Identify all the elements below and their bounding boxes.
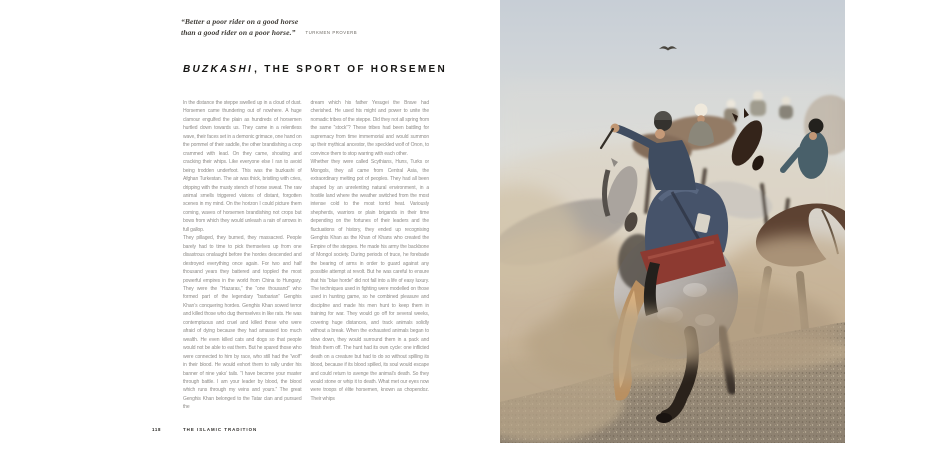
text-column-1	[183, 99, 302, 426]
text-column-2	[311, 99, 430, 426]
text-column-2-paragraph-2: Whether they were called Scythians, Huns, Turks or Mongols, they all came from Central Asia, the extraordinary melting pot of peoples. They had all been shaped by an unrelenting natural environment, in a hostile land where the weather switched from the most intense cold to the most torrid heat. Variously shepherds, warriors or plain brigands in their time depending on the fortunes of their leaders and the fluctuations of history, they ended up recognising Genghis Khan as the Khan of Khans who created the Empire of the steppes. He made his army the backbone of Mongol society. During periods of truce, he forebade the bearing of arms in order to guard against any possible attempt at revolt. But he was careful to ensure that his “blue horde” did not fall into a life of easy luxury. The techniques used in fighting were modelled on those used in hunting game, so he combined pleasure and discipline and made his men hunt to keep them in training for war. They would go off for several weeks, covering huge distances, and track animals solidly without a break. When the exhausted animals began to slow down, they would surround them in a pack and finish them off. The hunt had its own cycle: one inflicted death on a creature but had to do so without spilling its blood, because if its blood spilled, its soul would escape and could return to avenge the animal’s death. So they would stone or whip it to death. What met our eyes now were troops of élite horsemen, known as chopendoz. Their whips	[310, 159, 429, 402]
chapter-title-rest: , THE SPORT OF HORSEMEN	[254, 64, 447, 75]
footer-page-number: 118	[152, 427, 162, 432]
buzkashi-photo	[500, 0, 845, 443]
epigraph	[181, 16, 357, 38]
buzkashi-photo-art	[500, 0, 845, 443]
body-text	[183, 99, 429, 426]
text-column-2-paragraph-1: dream which his father Yesugei the Brave had cherished. He used his might and power to unite the nomadic tribes of the steppe. Did they not all spring from the same “stock”? These tribes had been battling for supremacy from time immemorial and would summon up their mythical ancestor, the speckled wolf of Onon, to convince them to stop warring with each other.	[310, 100, 429, 157]
text-column-1-paragraph-1: In the distance the steppe swelled up in a cloud of dust. Horsemen came thundering out of nowhere. A huge clamour engulfed the plain as hundreds of horsemen hurtled down towards us. They came in a relentless wave, their faces set in a demonic grimace, one hand on the pommel of their saddle, the other brandishing a crop crammed with lead. On they came, shouting and cracking their whips. Like everyone else I ran to avoid being trodden underfoot. This was the buzkashi of Afghan Turkestan. The air was thick, bristling with cries, dripping with the musty stench of horse sweat. The raw animal smells triggered visions of distant, forgotten scenes in my mind. On the horizon I could picture them coming, waves of horsemen brandishing not crops but bows from which they would unleash a rain of arrows in full gallop.	[183, 100, 302, 233]
epigraph-line-1: “Better a poor rider on a good horse	[181, 17, 299, 26]
text-column-1-paragraph-2: They pillaged, they burned, they massacred. People barely had to time to pick themselves up from one disastrous onslaught before the hordes descended and destroyed everything once again. For two and half thousand years they battered and toppled the most powerful empires in the world from China to Hungary. They were the “Hazaras,” the “one thousand” who formed part of the legendary “barbarian” Genghis Khan’s conquering hordes. Genghis Khan sowed terror and killed those who dug themselves in like rats. He was contemptuous and cruel and killed those who were afraid of dying because they had amassed too much wealth. He even killed cats and dogs so that people would not be able to eat them. But he spared those who were connected to him by race, who still had the “wolf” in their blood. He would exhort them to rally under his banner of nine yaks’ tails. “I have become your master through battle. I am your leader by blood, the blood which runs through my veins and yours.” The great Genghis Khan belonged to the Tatar clan and pursued the	[183, 235, 302, 411]
chapter-title-emphasis: BUZKASHI	[183, 64, 254, 75]
epigraph-line-2-row	[181, 27, 357, 38]
chapter-title	[183, 64, 447, 75]
epigraph-attribution: TURKMEN PROVERB	[305, 30, 358, 35]
epigraph-line-2: than a good rider on a poor horse.”	[181, 28, 296, 37]
footer-section-label: THE ISLAMIC TRADITION	[183, 427, 258, 432]
